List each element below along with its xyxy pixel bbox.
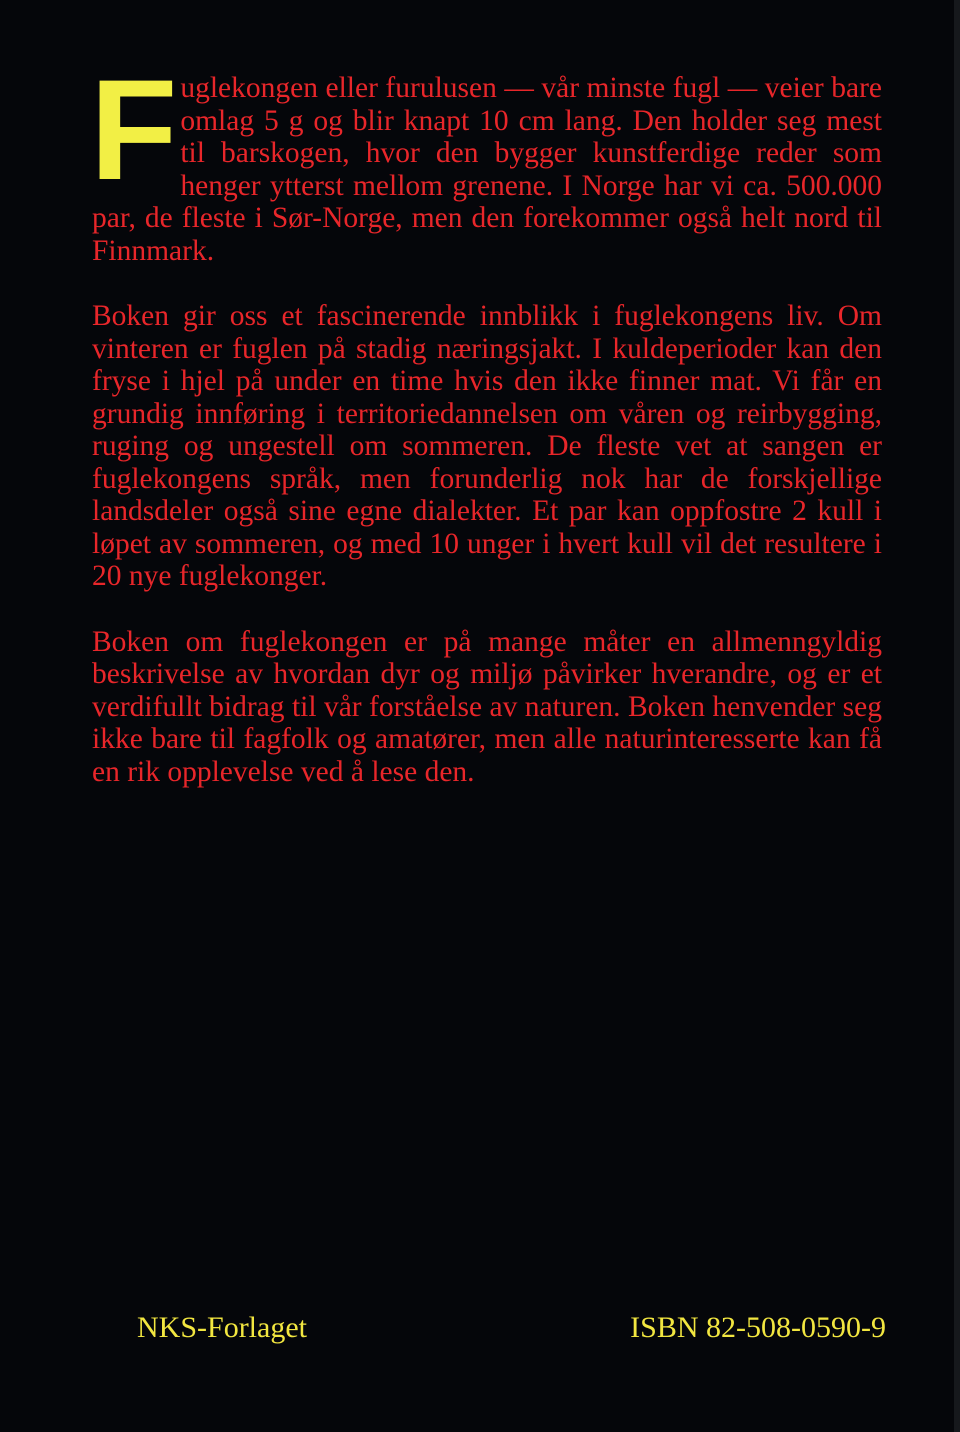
isbn-number: ISBN 82-508-0590-9	[630, 1311, 886, 1344]
blurb-paragraph-2: Boken gir oss et fascinerende innblikk i fuglekongens liv. Om vinteren er fuglen på stadig næringsjakt. I kuldeperioder kan den fryse i hjel på under en time hvis den ikke finner mat. Vi får en grundig innføring i territoriedannelsen om våren og reirbygging, ruging og ungestell om sommeren. De fleste vet at sangen er fuglekongens språk, men forunderlig nok har de forskjellige landsdeler også sine egne dialekter. Et par kan oppfostre 2 kull i løpet av sommeren, og med 10 unger i hvert kull vil det resultere i 20 nye fuglekonger.	[92, 300, 882, 592]
blurb-paragraph-3: Boken om fuglekongen er på mange måter en allmenngyldig beskrivelse av hvordan dyr og miljø påvirker hverandre, og er et verdifullt bidrag til vår forståelse av naturen. Boken henvender seg ikke bare til fagfolk og amatører, men alle naturinteresserte kan få en rik opplevelse ved å lese den.	[92, 625, 882, 788]
cover-edge	[954, 0, 960, 1432]
blurb-paragraph-1-text: uglekongen eller furulusen — vår minste fugl — veier bare omlag 5 g og blir knapt 10 cm lang. Den holder seg mest til barskogen, hvor den bygger kunstferdige reder som henger ytterst mellom grenene. I Norge har vi ca. 500.000 par, de fleste i Sør-Norge, men den forekommer også helt nord til Finnmark.	[92, 72, 882, 267]
blurb-paragraph-1	[90, 51, 882, 267]
publisher-name: NKS-Forlaget	[137, 1311, 307, 1344]
drop-cap-letter: F	[90, 51, 178, 210]
cover-blurb	[90, 51, 882, 788]
